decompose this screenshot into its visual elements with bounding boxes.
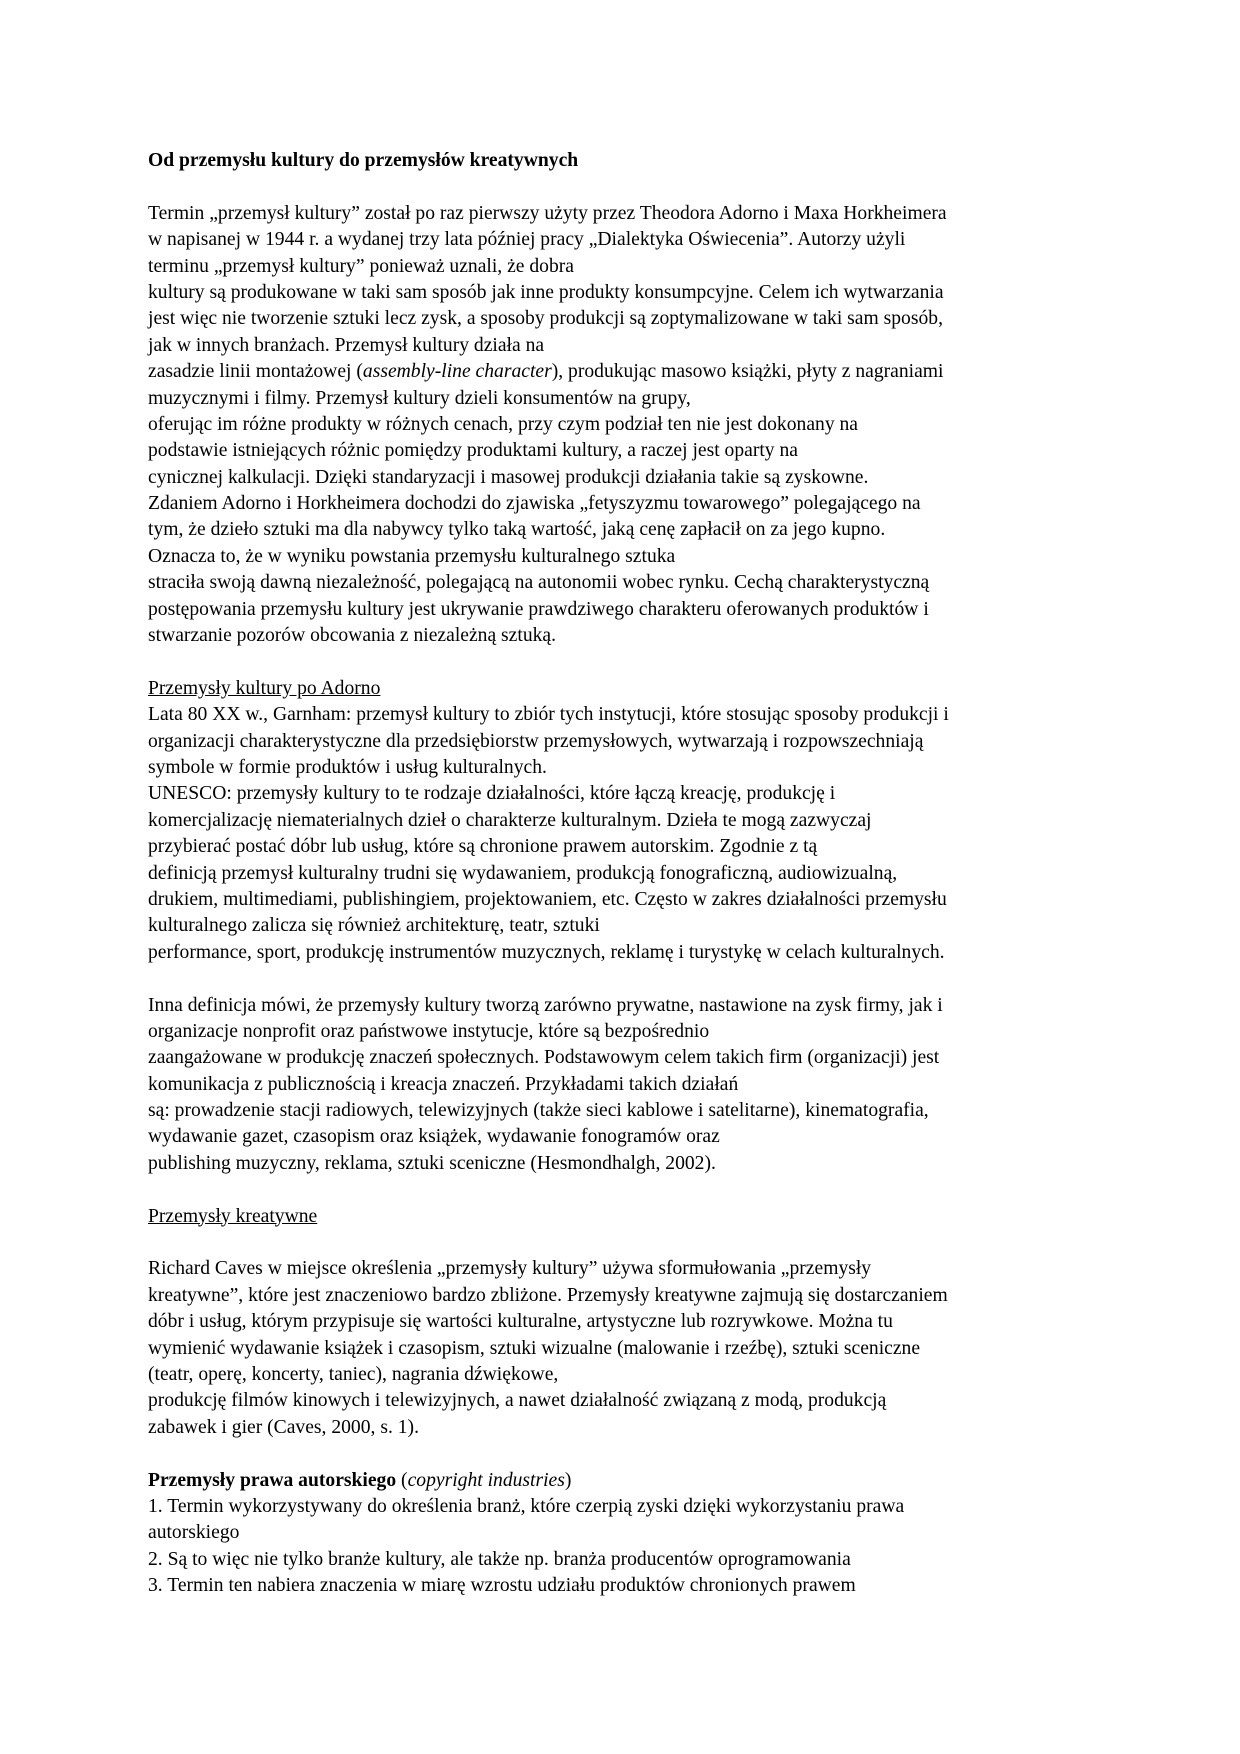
spacer (148, 174, 1098, 200)
paragraph-definitions (148, 702, 1098, 966)
text-line: kulturalnego zalicza się również architekturę, teatr, sztuki (148, 915, 600, 937)
paragraph-other-definition (148, 993, 1098, 1178)
text-line (148, 359, 1098, 385)
text-line: podstawie istniejących różnic pomiędzy produktami kultury, a raczej jest oparty na (148, 440, 798, 462)
list-item: 3. Termin ten nabiera znaczenia w miarę wzrostu udziału produktów chronionych prawem (148, 1575, 856, 1597)
text-line: Zdaniem Adorno i Horkheimera dochodzi do zjawiska „fetyszyzmu towarowego” polegającego na (148, 493, 921, 515)
text-fragment: zasadzie linii montażowej ( (148, 361, 363, 383)
text-line: zaangażowane w produkcję znaczeń społecznych. Podstawowym celem takich firm (organizacji) jest (148, 1047, 940, 1069)
section-heading-creative: Przemysły kreatywne (148, 1205, 318, 1227)
text-line: jest więc nie tworzenie sztuki lecz zysk, a sposoby produkcji są zoptymalizowane w taki sam sposób, (148, 308, 943, 330)
text-line: wymienić wydawanie książek i czasopism, sztuki wizualne (malowanie i rzeźbę), sztuki sceniczne (148, 1337, 921, 1359)
text-line: performance, sport, produkcję instrumentów muzycznych, reklamę i turystykę w celach kulturalnych. (148, 941, 945, 963)
text-line: przybierać postać dóbr lub usług, które są chronione prawem autorskim. Zgodnie z tą (148, 836, 818, 858)
document-title: Od przemysłu kultury do przemysłów kreatywnych (148, 150, 579, 171)
text-line: zabawek i gier (Caves, 2000, s. 1). (148, 1416, 419, 1438)
list-item: 2. Są to więc nie tylko branże kultury, ale także np. branża producentów oprogramowania (148, 1548, 851, 1570)
text-line: straciła swoją dawną niezależność, polegającą na autonomii wobec rynku. Cechą charakterystyczną (148, 572, 930, 594)
text-line: organizacji charakterystyczne dla przedsiębiorstw przemysłowych, wytwarzają i rozpowszechniają (148, 730, 924, 752)
text-line: postępowania przemysłu kultury jest ukrywanie prawdziwego charakteru oferowanych produktów i (148, 598, 929, 620)
text-line: wydawanie gazet, czasopism oraz książek, wydawanie fonogramów oraz (148, 1126, 720, 1148)
text-line: komercjalizację niematerialnych dzieł o charakterze kulturalnym. Dzieła te mogą zazwyczaj (148, 809, 872, 831)
text-line: terminu „przemysł kultury” ponieważ uznali, że dobra (148, 255, 575, 277)
heading-paren: ( (396, 1469, 408, 1491)
text-line: stwarzanie pozorów obcowania z niezależną sztuką. (148, 625, 557, 647)
text-line: Inna definicja mówi, że przemysły kultury tworzą zarówno prywatne, nastawione na zysk firmy, jak i (148, 994, 943, 1016)
text-line: publishing muzyczny, reklama, sztuki sceniczne (Hesmondhalgh, 2002). (148, 1152, 716, 1174)
text-line: kultury są produkowane w taki sam sposób jak inne produkty konsumpcyjne. Celem ich wytwarzania (148, 281, 944, 303)
text-line: jak w innych branżach. Przemysł kultury działa na (148, 334, 545, 356)
text-line: Lata 80 XX w., Garnham: przemysł kultury to zbiór tych instytucji, które stosując sposoby produkcji i (148, 704, 949, 726)
list-item: 1. Termin wykorzystywany do określenia branż, które czerpią zyski dzięki wykorzystaniu prawa (148, 1495, 905, 1517)
copyright-list (148, 1494, 1098, 1600)
spacer (148, 1177, 1098, 1203)
text-line: muzycznymi i filmy. Przemysł kultury dzieli konsumentów na grupy, (148, 387, 691, 409)
text-line: oferując im różne produkty w różnych cenach, przy czym podział ten nie jest dokonany na (148, 413, 859, 435)
text-line: drukiem, multimediami, publishingiem, projektowaniem, etc. Często w zakres działalności przemysłu (148, 888, 947, 910)
text-line: cynicznej kalkulacji. Dzięki standaryzacji i masowej produkcji działania takie są zyskowne. (148, 466, 869, 488)
spacer (148, 649, 1098, 675)
spacer (148, 966, 1098, 992)
text-line: Oznacza to, że w wyniku powstania przemysłu kulturalnego sztuka (148, 545, 676, 567)
heading-paren: ) (564, 1469, 572, 1491)
italic-term: assembly-line character (362, 361, 552, 383)
text-line: w napisanej w 1944 r. a wydanej trzy lata później pracy „Dialektyka Oświecenia”. Autorzy użyli (148, 229, 906, 251)
text-line: symbole w formie produktów i usług kulturalnych. (148, 756, 547, 778)
text-line: kreatywne”, które jest znaczeniowo bardzo zbliżone. Przemysły kreatywne zajmują się dostarczaniem (148, 1284, 948, 1306)
text-line: organizacje nonprofit oraz państwowe instytucje, które są bezpośrednio (148, 1020, 710, 1042)
text-line: dóbr i usług, którym przypisuje się wartości kulturalne, artystyczne lub rozrywkowe. Można tu (148, 1311, 893, 1333)
list-item: autorskiego (148, 1522, 240, 1544)
paragraph-adorno (148, 201, 1098, 650)
document-page (148, 148, 1098, 1599)
text-line: są: prowadzenie stacji radiowych, telewizyjnych (także sieci kablowe i satelitarne), kinematografia, (148, 1100, 929, 1122)
text-line: Termin „przemysł kultury” został po raz pierwszy użyty przez Theodora Adorno i Maxa Horkheimera (148, 202, 947, 224)
text-line: UNESCO: przemysły kultury to te rodzaje działalności, które łączą kreację, produkcję i (148, 783, 836, 805)
spacer (148, 1230, 1098, 1256)
text-line: (teatr, operę, koncerty, taniec), nagrania dźwiękowe, (148, 1363, 559, 1385)
section-heading-adorno-after: Przemysły kultury po Adorno (148, 677, 381, 699)
text-line: tym, że dzieło sztuki ma dla nabywcy tylko taką wartość, jaką cenę zapłacił on za jego kupno. (148, 519, 886, 541)
spacer (148, 1441, 1098, 1467)
text-line: definicją przemysł kulturalny trudni się wydawaniem, produkcją fonograficzną, audiowizualną, (148, 862, 898, 884)
paragraph-caves (148, 1256, 1098, 1441)
text-line: komunikacja z publicznością i kreacja znaczeń. Przykładami takich działań (148, 1073, 739, 1095)
text-line: Richard Caves w miejsce określenia „przemysły kultury” używa sformułowania „przemysły (148, 1258, 872, 1280)
heading-italic: copyright industries (407, 1469, 565, 1491)
text-line: produkcję filmów kinowych i telewizyjnych, a nawet działalność związaną z modą, produkcją (148, 1390, 887, 1412)
section-heading-copyright (148, 1468, 1098, 1494)
heading-bold: Przemysły prawa autorskiego (148, 1469, 397, 1491)
text-fragment: ), produkując masowo książki, płyty z nagraniami (551, 361, 944, 383)
